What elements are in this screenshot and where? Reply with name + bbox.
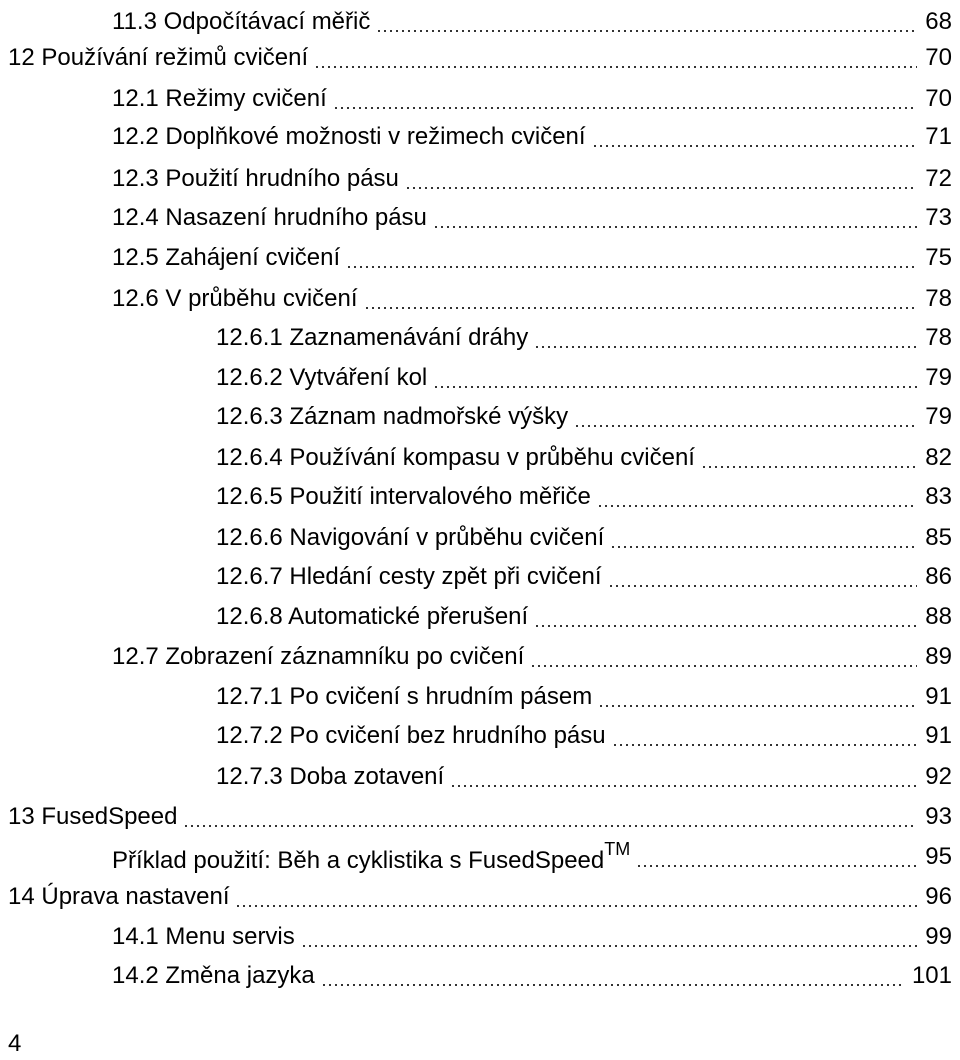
toc-entry-title: 12.7.2 Po cvičení bez hrudního pásu: [216, 722, 606, 749]
toc-dot-leader: [433, 226, 917, 228]
toc-entry-page: 78: [925, 285, 952, 312]
toc-entry-title: 12.6.1 Zaznamenávání dráhy: [216, 324, 529, 351]
toc-entry-page: 89: [925, 643, 952, 670]
toc-entry-title: 12.6.4 Používání kompasu v průběhu cvičení: [216, 444, 695, 471]
toc-entry-title: 12.6.5 Použití intervalového měřiče: [216, 483, 591, 510]
toc-entry[interactable]: [112, 79, 952, 119]
toc-dot-leader: [534, 346, 917, 348]
toc-entry-page: 78: [925, 324, 952, 351]
toc-entry[interactable]: [216, 518, 952, 558]
toc-entry[interactable]: [112, 117, 952, 157]
toc-entry-page: 88: [925, 603, 952, 630]
toc-dot-leader: [346, 266, 917, 268]
toc-entry-title: Příklad použití: Běh a cyklistika s FusedSpeed™: [112, 839, 631, 874]
toc-entry[interactable]: [216, 677, 952, 717]
toc-entry[interactable]: [216, 597, 952, 637]
toc-dot-leader: [183, 825, 917, 827]
toc-entry-page: 93: [925, 803, 952, 830]
toc-entry[interactable]: [112, 279, 952, 319]
toc-dot-leader: [608, 585, 918, 587]
toc-entry[interactable]: [112, 837, 952, 877]
toc-entry-page: 83: [925, 483, 952, 510]
toc-entry-page: 91: [925, 683, 952, 710]
toc-entry-page: 79: [925, 403, 952, 430]
toc-entry-page: 82: [925, 444, 952, 471]
toc-entry-title: 12.2 Doplňkové možnosti v režimech cvičení: [112, 123, 586, 150]
toc-dot-leader: [376, 30, 917, 32]
toc-entry[interactable]: [8, 38, 952, 78]
toc-dot-leader: [301, 945, 918, 947]
toc-dot-leader: [321, 984, 904, 986]
toc-entry-page: 75: [925, 244, 952, 271]
page-number: 4: [8, 1030, 22, 1057]
toc-dot-leader: [574, 425, 917, 427]
toc-dot-leader: [612, 744, 918, 746]
toc-entry-page: 70: [925, 85, 952, 112]
toc-entry-page: 95: [925, 843, 952, 870]
toc-entry[interactable]: [216, 358, 952, 398]
toc-entry[interactable]: [112, 198, 952, 238]
toc-entry-page: 91: [925, 722, 952, 749]
toc-entry-page: 71: [925, 123, 952, 150]
toc-entry[interactable]: [216, 757, 952, 797]
toc-entry-page: 68: [925, 8, 952, 35]
toc-entry-title: 12.7 Zobrazení záznamníku po cvičení: [112, 643, 525, 670]
toc-dot-leader: [636, 865, 917, 867]
toc-entry-title: 14.2 Změna jazyka: [112, 962, 315, 989]
toc-dot-leader: [592, 145, 918, 147]
toc-entry-title: 12.1 Režimy cvičení: [112, 85, 327, 112]
trademark-mark: TM: [604, 839, 631, 859]
toc-entry-page: 92: [925, 763, 952, 790]
toc-entry-page: 70: [925, 44, 952, 71]
toc-entry-page: 79: [925, 364, 952, 391]
toc-entry[interactable]: [216, 557, 952, 597]
toc-dot-leader: [598, 705, 917, 707]
toc-entry-title: 12.6.3 Záznam nadmořské výšky: [216, 403, 569, 430]
toc-entry[interactable]: [112, 159, 952, 199]
toc-entry-page: 72: [925, 165, 952, 192]
toc-dot-leader: [235, 905, 917, 907]
toc-entry-title: 12.6.6 Navigování v průběhu cvičení: [216, 524, 605, 551]
toc-entry[interactable]: [112, 917, 952, 957]
toc-dot-leader: [314, 66, 917, 68]
toc-entry-title: 11.3 Odpočítávací měřič: [112, 8, 371, 35]
toc-dot-leader: [530, 665, 917, 667]
toc-entry[interactable]: [216, 318, 952, 358]
toc-entry-title: 12.6 V průběhu cvičení: [112, 285, 358, 312]
toc-dot-leader: [450, 785, 917, 787]
toc-entry-page: 73: [925, 204, 952, 231]
toc-entry-page: 86: [925, 563, 952, 590]
toc-dot-leader: [610, 546, 917, 548]
toc-entry-page: 99: [925, 923, 952, 950]
toc-entry[interactable]: [112, 2, 952, 42]
toc-entry-title: 12.6.7 Hledání cesty zpět při cvičení: [216, 563, 602, 590]
toc-entry-title: 13 FusedSpeed: [8, 803, 178, 830]
toc-entry-page: 101: [911, 962, 952, 989]
toc-entry-title: 12 Používání režimů cvičení: [8, 44, 309, 71]
toc-entry[interactable]: [112, 238, 952, 278]
toc-dot-leader: [333, 107, 918, 109]
toc-entry[interactable]: [112, 637, 952, 677]
toc-entry[interactable]: [8, 877, 952, 917]
toc-entry-title: 12.3 Použití hrudního pásu: [112, 165, 399, 192]
toc-dot-leader: [597, 505, 917, 507]
toc-entry-title: 12.7.3 Doba zotavení: [216, 763, 445, 790]
toc-entry[interactable]: [216, 477, 952, 517]
toc-entry-page: 85: [925, 524, 952, 551]
toc-dot-leader: [433, 386, 917, 388]
toc-entry-title: 12.5 Zahájení cvičení: [112, 244, 341, 271]
toc-entry[interactable]: [8, 797, 952, 837]
toc-entry-title: 14.1 Menu servis: [112, 923, 295, 950]
toc-entry-title: 12.7.1 Po cvičení s hrudním pásem: [216, 683, 593, 710]
toc-dot-leader: [364, 307, 918, 309]
toc-entry-title: 12.6.8 Automatické přerušení: [216, 603, 529, 630]
toc-entry-page: 96: [925, 883, 952, 910]
toc-entry[interactable]: [216, 397, 952, 437]
toc-entry[interactable]: [216, 438, 952, 478]
toc-entry[interactable]: [112, 956, 952, 996]
toc-entry-title: 12.6.2 Vytváření kol: [216, 364, 428, 391]
toc-dot-leader: [534, 625, 917, 627]
toc-entry[interactable]: [216, 716, 952, 756]
toc-entry-title: 12.4 Nasazení hrudního pásu: [112, 204, 427, 231]
toc-dot-leader: [405, 187, 917, 189]
toc-entry-title: 14 Úprava nastavení: [8, 883, 230, 910]
toc-dot-leader: [701, 466, 917, 468]
